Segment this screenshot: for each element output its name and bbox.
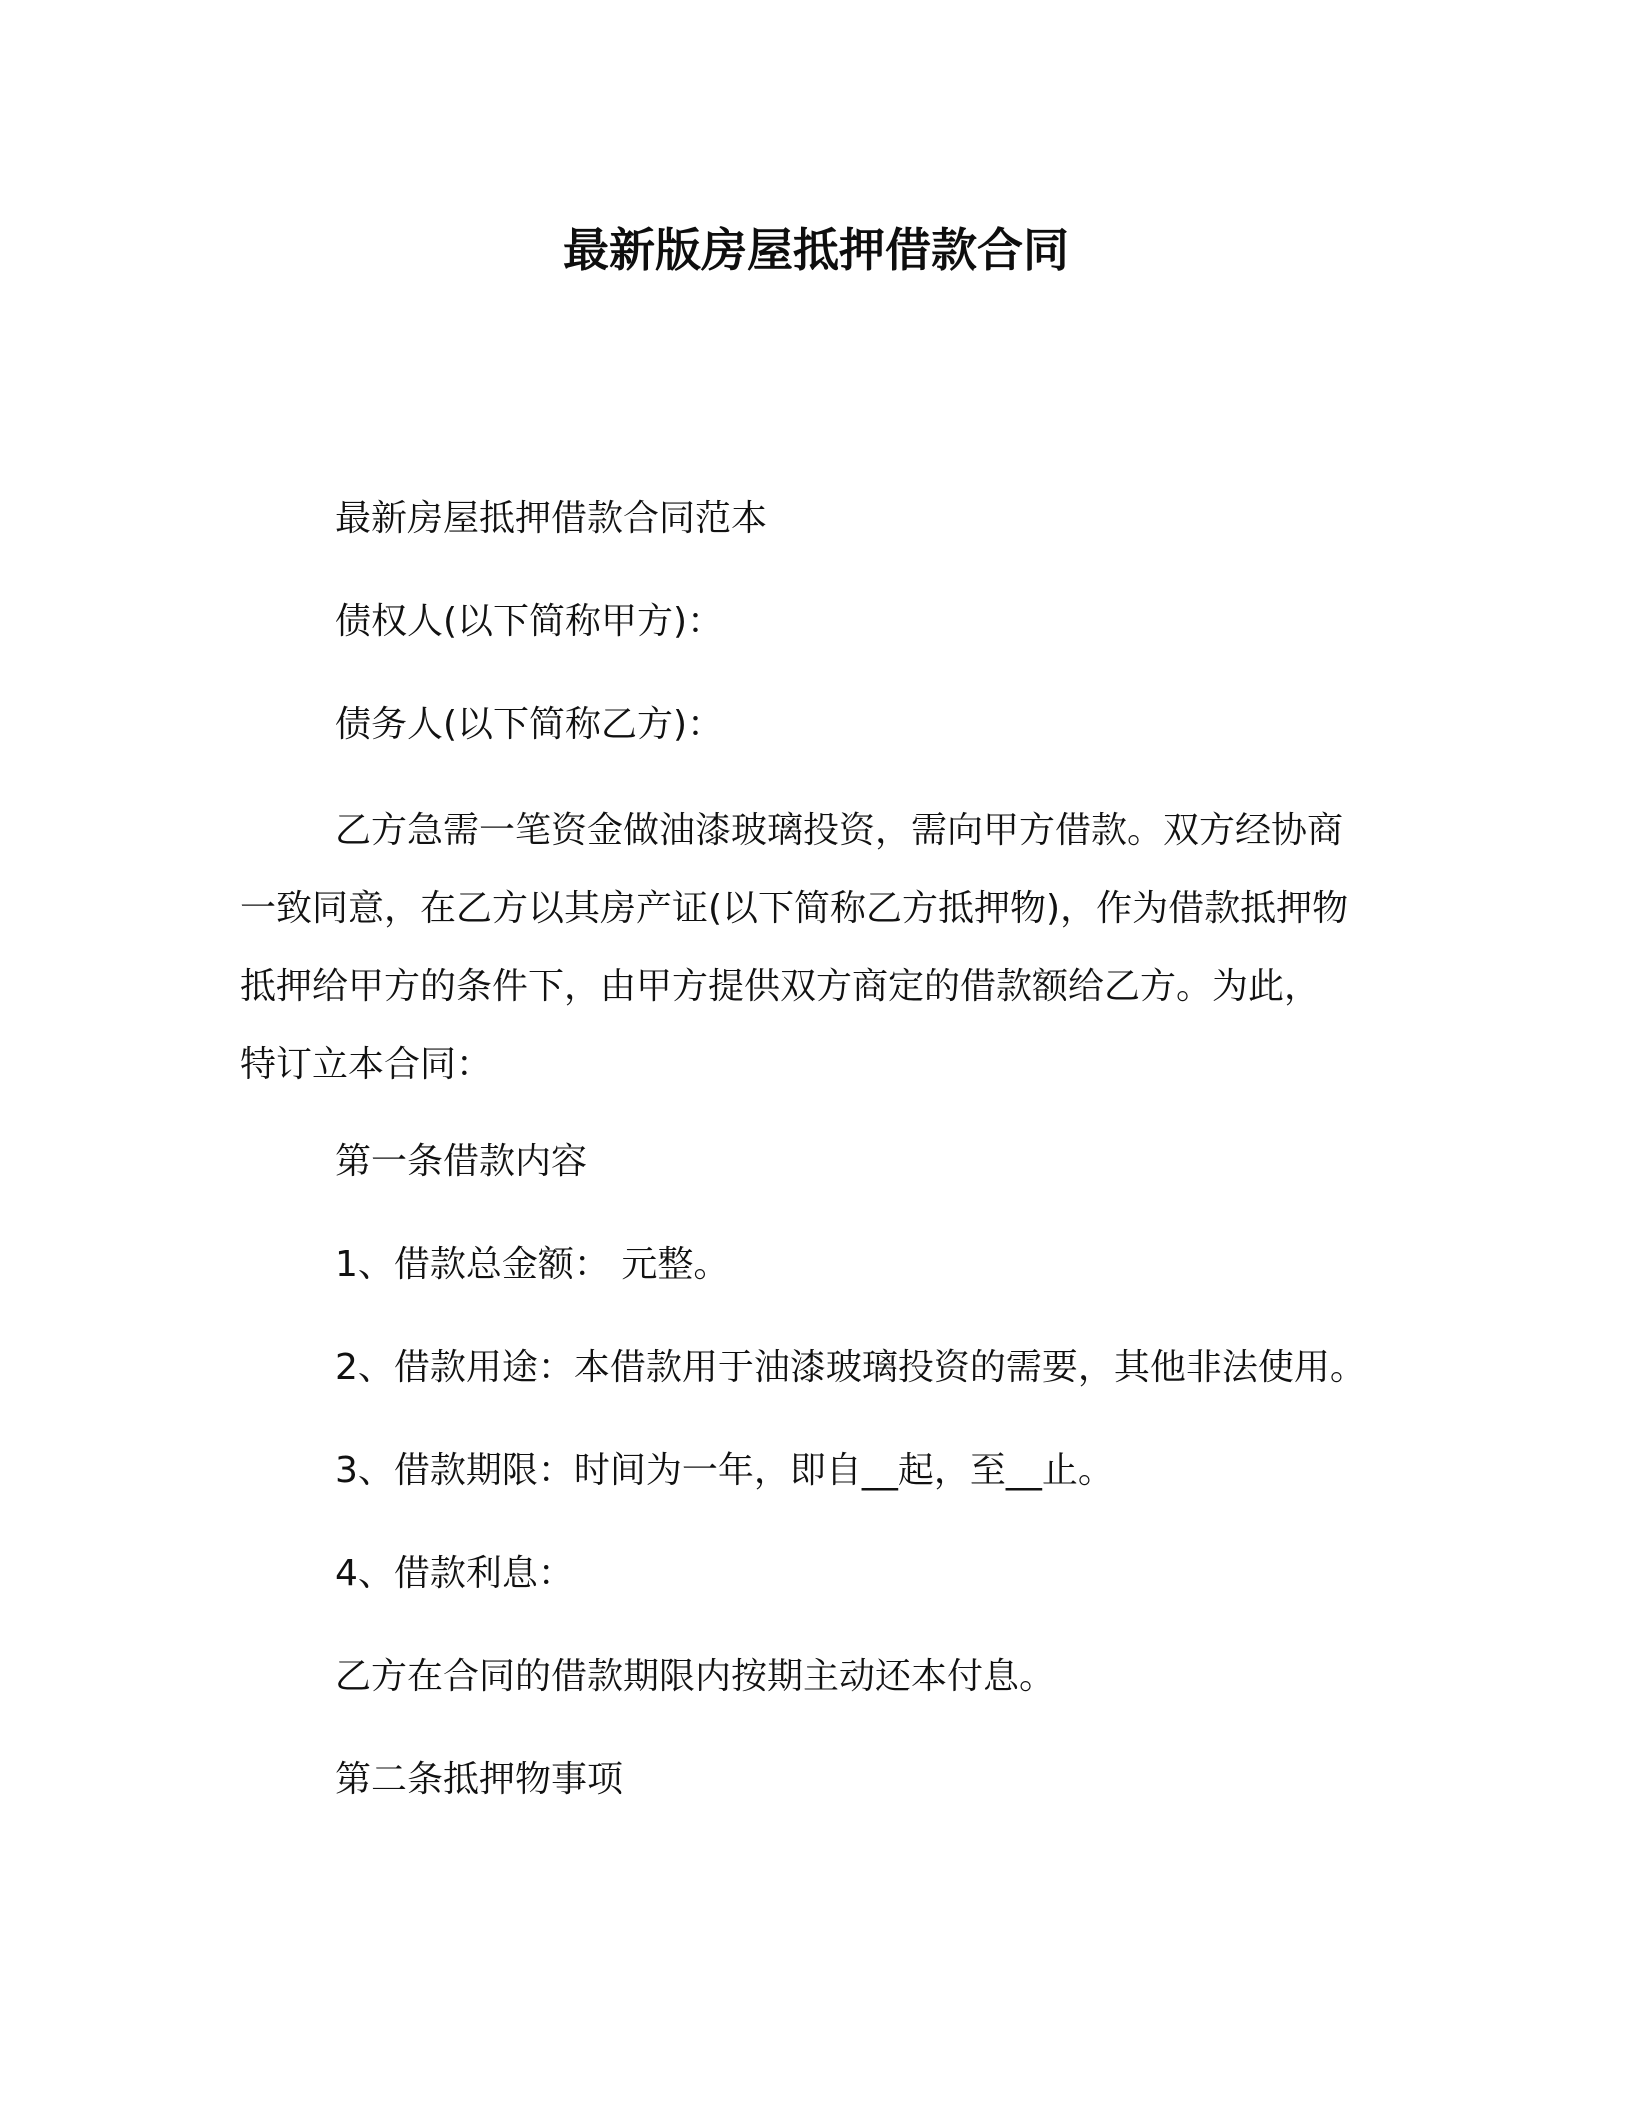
repayment-text: 乙方在合同的借款期限内按期主动还本付息。: [335, 1656, 1056, 1697]
creditor-line: 债权人(以下简称甲方)：: [335, 601, 724, 642]
loan-item-purpose: 2、借款用途：本借款用于油漆玻璃投资的需要，其他非法使用。: [335, 1347, 1366, 1388]
article2-heading: 第二条抵押物事项: [335, 1759, 624, 1800]
loan-item-term: 3、借款期限：时间为一年，即自__起，至__止。: [335, 1450, 1114, 1491]
intro-line-3: 抵押给甲方的条件下，由甲方提供双方商定的借款额给乙方。为此，: [240, 966, 1321, 1007]
article1-heading: 第一条借款内容: [335, 1141, 588, 1182]
contract-subtitle: 最新房屋抵押借款合同范本: [335, 498, 768, 539]
loan-item-interest: 4、借款利息：: [335, 1553, 574, 1594]
debtor-line: 债务人(以下简称乙方)：: [335, 704, 724, 745]
intro-paragraph: [240, 792, 1380, 1104]
intro-line-2: 一致同意，在乙方以其房产证(以下简称乙方抵押物)，作为借款抵押物: [240, 888, 1349, 929]
loan-item-amount: 1、借款总金额： 元整。: [335, 1244, 730, 1285]
intro-line-4: 特订立本合同：: [240, 1044, 493, 1085]
document-title: 最新版房屋抵押借款合同: [563, 223, 1069, 277]
intro-line-1: 乙方急需一笔资金做油漆玻璃投资，需向甲方借款。双方经协商: [335, 810, 1344, 851]
